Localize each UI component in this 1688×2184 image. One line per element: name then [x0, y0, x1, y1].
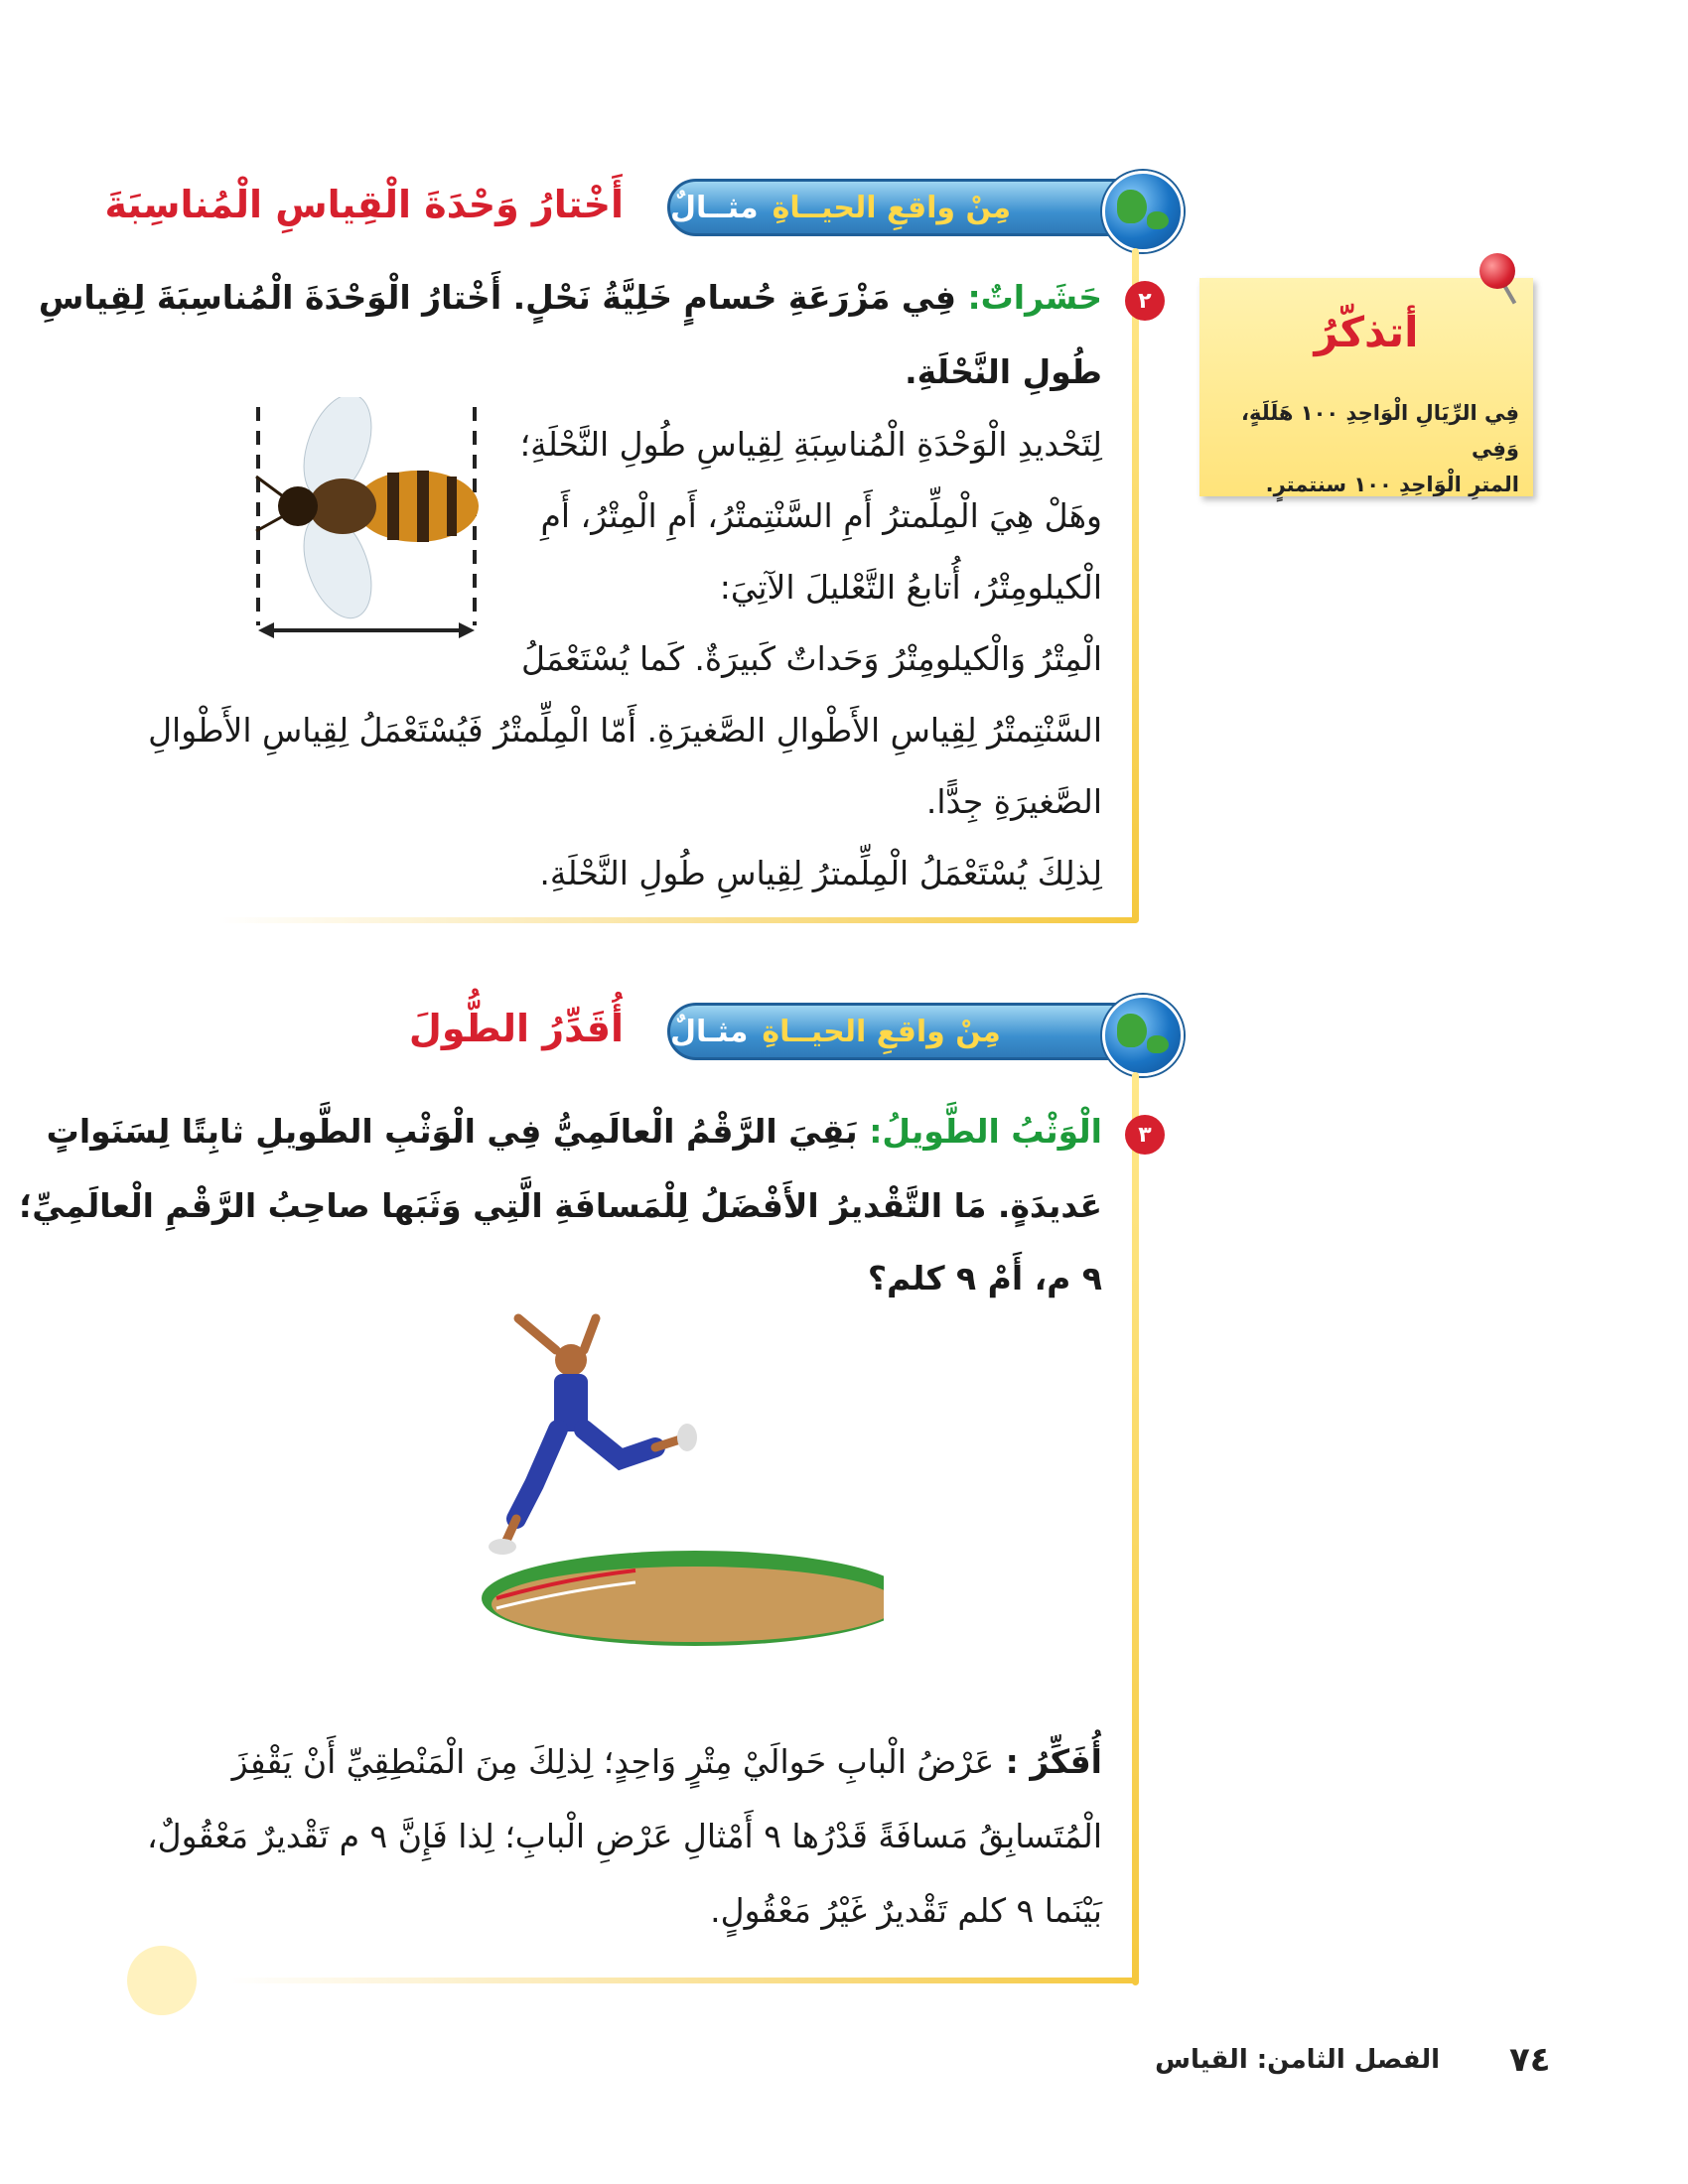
example-1-line-7: السَّنْتِمتْرُ لِقِياسِ الأَطْوالِ الصَّغيرَةِ. أَمّا الْمِلِّمتْرُ فَيُسْتَعْمَلُ لِقِياسِ الأَطْوالِ: [148, 711, 1102, 750]
note-title: أتذكّرُ: [1314, 308, 1419, 356]
example-2-label: الْوَثْبُ الطَّويلُ:: [869, 1112, 1102, 1151]
example-header-1-word: مثــالٌ: [670, 190, 759, 225]
example-2-line-1-text: بَقِيَ الرَّقْمُ الْعالَمِيُّ فِي الْوَثْبِ الطَّويلِ ثابِتًا لِسَنَواتٍ: [46, 1112, 858, 1151]
globe-icon: [1102, 995, 1184, 1076]
example-2-title: أُقَدِّرُ الطُّولَ: [408, 1007, 624, 1050]
example-1-line-6: الْمِتْرُ وَالْكيلومِتْرُ وَحَداتٌ كَبيرَةٌ. كَما يُسْتَعْمَلُ: [521, 639, 1102, 678]
example-1-number: ٢: [1125, 281, 1165, 321]
example-2-line-1: [47, 1112, 1102, 1151]
globe-icon: [1102, 171, 1184, 252]
example-2-line-2: عَديدَةٍ. مَا التَّقْديرُ الأَفْضَلُ لِلْمَسافَةِ الَّتِي وَثَبَها صاحِبُ الرَّقْمِ الْعالَمِيِّ؛: [19, 1186, 1102, 1225]
example-1-line-8: الصَّغيرَةِ جِدًّا.: [925, 782, 1102, 821]
think-line-1: [232, 1742, 1102, 1781]
section-1-rule: [1132, 248, 1139, 923]
chapter-title: الفصل الثامن: القياس: [1155, 2045, 1440, 2075]
section-1-bottom-rule: [218, 917, 1138, 923]
think-label: أُفَكِّرُ :: [1005, 1742, 1102, 1781]
publisher-logo-icon: [127, 1946, 197, 2015]
example-1-label: حَشَراتٌ:: [967, 278, 1102, 317]
bee-illustration: [248, 397, 487, 645]
example-header-2-phrase: مِنْ واقعِ الحيــاةِ: [762, 1014, 1001, 1049]
example-1-line-1-text: فِي مَزْرَعَةِ حُسامٍ خَلِيَّةُ نَحْلٍ. أَخْتارُ الْوَحْدَةَ الْمُناسِبَةَ لِقِياسِ: [38, 278, 956, 317]
note-line-1: فِي الرِّيَالِ الْوَاحِدِ ١٠٠ هَلَلَةٍ، وَفِي: [1241, 401, 1519, 461]
pushpin-icon: [1479, 253, 1515, 289]
example-1-line-5: الْكيلومِتْرُ، أُتابعُ التَّعْليلَ الآتِيَ:: [719, 568, 1102, 607]
note-line-2: المترِ الْوَاحِدِ ١٠٠ سنتمترٍ.: [1265, 473, 1519, 496]
long-jumper-illustration: [447, 1310, 884, 1648]
example-header-2: [667, 1003, 1164, 1060]
think-line-3: بَيْنَما ٩ كلم تَقْديرٌ غَيْرُ مَعْقُولٍ.: [710, 1891, 1102, 1930]
example-1-title: أَخْتارُ وَحْدَةَ الْقِياسِ الْمُناسِبَةَ: [104, 183, 624, 226]
example-header-1: [667, 179, 1164, 236]
example-2-number: ٣: [1125, 1115, 1165, 1155]
example-1-line-9: لِذلِكَ يُسْتَعْمَلُ الْمِلِّمترُ لِقِياسِ طُولِ النَّحْلَةِ.: [539, 854, 1102, 892]
example-1-line-4: وهَلْ هِيَ الْمِلِّمترُ أَمِ السَّنْتِمتْرُ، أَمِ الْمِتْرُ، أَمِ: [540, 496, 1102, 535]
page-number: ٧٤: [1509, 2040, 1551, 2080]
example-1-line-1: [39, 278, 1102, 317]
example-header-1-phrase: مِنْ واقعِ الحيــاةِ: [772, 190, 1012, 225]
think-line-2: الْمُتَسابِقُ مَسافَةً قَدْرُها ٩ أَمْثالِ عَرْضِ الْبابِ؛ لِذا فَإِنَّ ٩ م تَقْديرٌ مَعْقُولٌ،: [147, 1817, 1102, 1855]
think-line-1-text: عَرْضُ الْبابِ حَوالَيْ مِتْرٍ وَاحِدٍ؛ لِذلِكَ مِنَ الْمَنْطِقِيِّ أَنْ يَقْفِزَ: [231, 1742, 995, 1781]
section-2-rule: [1132, 1072, 1139, 1985]
example-1-line-3: لِتَحْديدِ الْوَحْدَةِ الْمُناسِبَةِ لِقِياسِ طُولِ النَّحْلَةِ؛: [519, 425, 1102, 464]
example-2-line-3: ٩ م، أَمْ ٩ كلم؟: [867, 1259, 1102, 1297]
example-1-line-2: طُولِ النَّحْلَةِ.: [905, 352, 1102, 391]
note-body: [1211, 395, 1519, 502]
example-header-2-word: مثـالٌ: [670, 1014, 749, 1049]
remember-note: [1199, 278, 1533, 496]
section-2-bottom-rule: [228, 1978, 1138, 1983]
